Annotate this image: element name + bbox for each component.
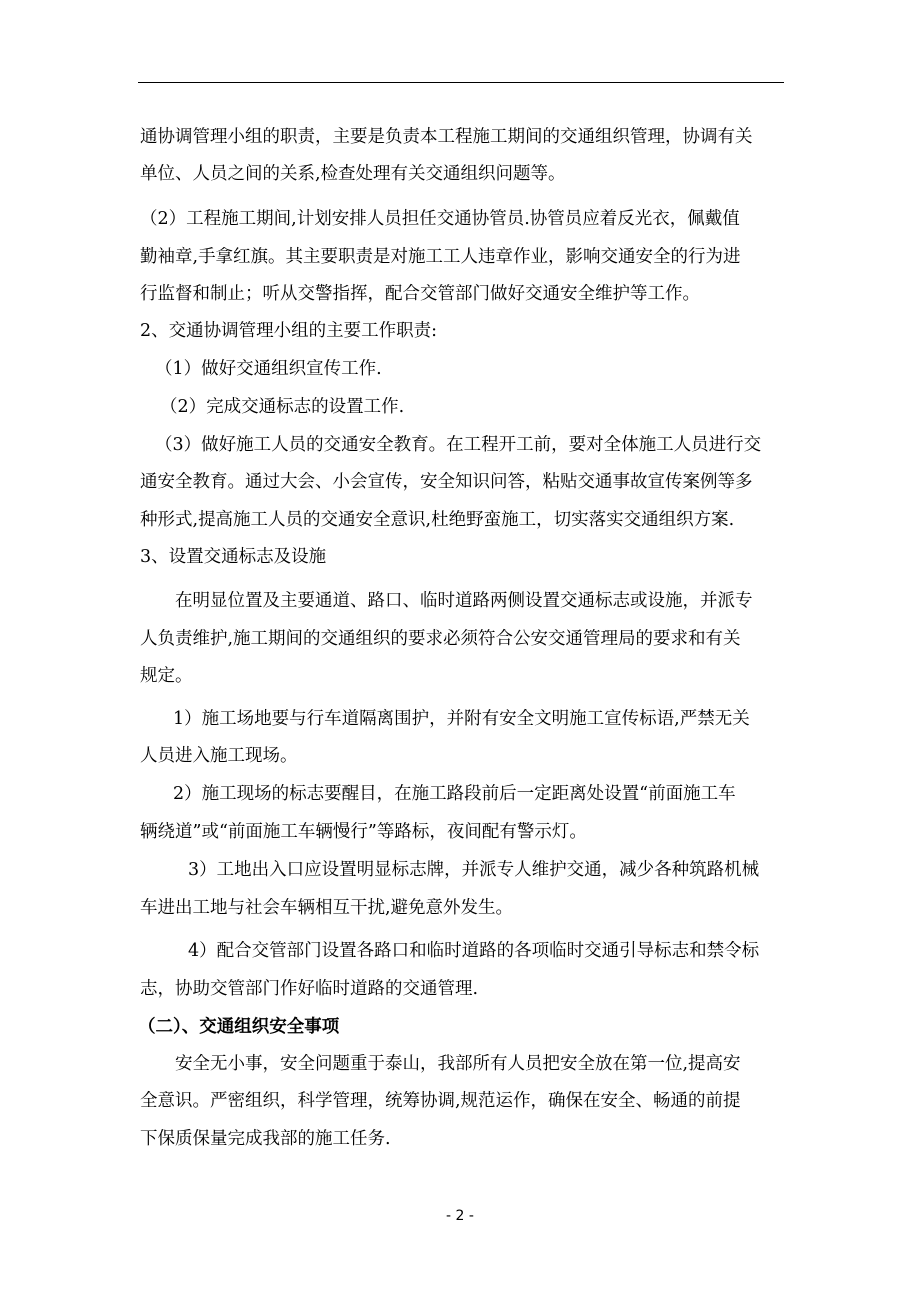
body-line-15: 规定。: [140, 666, 193, 686]
page-number: - 2 -: [446, 1208, 474, 1224]
body-line-7: （1）做好交通组织宣传工作.: [155, 359, 382, 379]
section-heading: （二）、交通组织安全事项: [138, 1017, 340, 1037]
body-line-5: 行监督和制止；听从交警指挥，配合交管部门做好交通安全维护等工作。: [140, 284, 700, 304]
body-line-22: 4）配合交管部门设置各路口和临时道路的各项临时交通引导标志和禁令标: [188, 941, 760, 961]
body-line-23: 志，协助交管部门作好临时道路的交通管理.: [140, 979, 479, 999]
body-line-2: 单位、人员之间的关系,检查处理有关交通组织问题等。: [140, 164, 566, 184]
body-line-21: 车进出工地与社会车辆相互干扰,避免意外发生。: [140, 898, 514, 918]
body-line-17: 人员进入施工现场。: [140, 746, 298, 766]
body-line-8: （2）完成交通标志的设置工作.: [160, 397, 405, 417]
body-line-20: 3）工地出入口应设置明显标志牌，并派专人维护交通，减少各种筑路机械: [188, 860, 760, 880]
body-line-11: 种形式,提高施工人员的交通安全意识,杜绝野蛮施工，切实落实交通组织方案.: [140, 510, 735, 530]
list-heading-3: 3、设置交通标志及设施: [140, 547, 327, 567]
body-line-25: 安全无小事，安全问题重于泰山，我部所有人员把安全放在第一位,提高安: [175, 1054, 741, 1074]
body-line-18: 2）施工现场的标志要醒目，在施工路段前后一定距离处设置“前面施工车: [173, 784, 736, 804]
body-line-4: 勤袖章,手拿红旗。其主要职责是对施工工人违章作业，影响交通安全的行为进: [140, 247, 741, 267]
list-heading-2: 2、交通协调管理小组的主要工作职责:: [140, 321, 438, 341]
body-line-26: 全意识。严密组织，科学管理，统筹协调,规范运作，确保在安全、畅通的前提: [140, 1091, 741, 1111]
body-line-9: （3）做好施工人员的交通安全教育。在工程开工前，要对全体施工人员进行交: [155, 435, 762, 455]
header-rule: [138, 82, 784, 83]
body-line-10: 通安全教育。通过大会、小会宣传，安全知识问答，粘贴交通事故宣传案例等多: [140, 472, 753, 492]
body-line-16: 1）施工场地要与行车道隔离围护，并附有安全文明施工宣传标语,严禁无关: [173, 709, 750, 729]
body-line-19: 辆绕道”或“前面施工车辆慢行”等路标，夜间配有警示灯。: [140, 822, 587, 842]
body-line-27: 下保质保量完成我部的施工任务.: [140, 1129, 391, 1149]
body-line-14: 人负责维护,施工期间的交通组织的要求必须符合公安交通管理局的要求和有关: [140, 629, 741, 649]
body-line-3: （2）工程施工期间,计划安排人员担任交通协管员.协管员应着反光衣，佩戴值: [140, 209, 740, 229]
body-line-13: 在明显位置及主要通道、路口、临时道路两侧设置交通标志或设施，并派专: [175, 591, 753, 611]
body-line-1: 通协调管理小组的职责，主要是负责本工程施工期间的交通组织管理，协调有关: [140, 127, 753, 147]
